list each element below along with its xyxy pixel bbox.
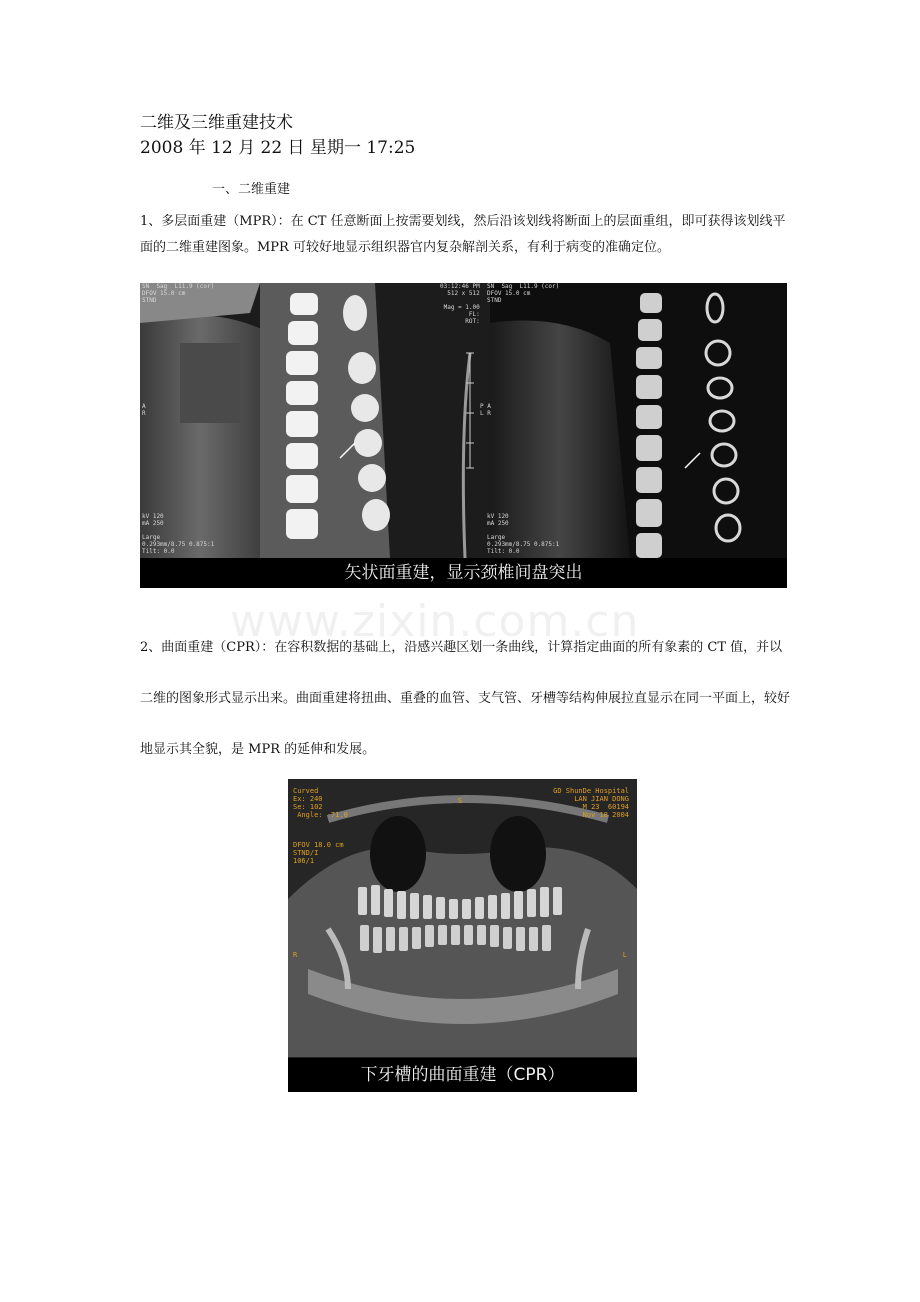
watermark: www.zixin.com.cn xyxy=(230,596,640,647)
cpr-superior-marker: S xyxy=(458,797,463,805)
document-datetime: 2008 年 12 月 22 日 星期一 17:25 xyxy=(140,138,416,158)
cpr-figure xyxy=(288,779,637,1092)
paragraph-cpr: 2、曲面重建（CPR）：在容积数据的基础上，沿感兴趣区划一条曲线，计算指定曲面的所有象素的 CT 值，并以二维的图象形式显示出来。曲面重建将扭曲、重叠的血管、支气管、牙槽等结构伸展拉直显示在同一平面上，较好地显示其全貌，是 MPR 的延伸和发展。 xyxy=(140,640,791,757)
curved-ct-image xyxy=(288,779,637,1092)
section-heading: 一、二维重建 xyxy=(212,182,291,197)
title-block xyxy=(140,111,415,161)
center-orientation-marker: P A L R xyxy=(480,403,491,417)
figure-1-caption: 矢状面重建，显示颈椎间盘突出 xyxy=(140,558,787,588)
cpr-right-marker: R xyxy=(293,951,298,959)
cpr-fov-info: DFOV 18.0 cm STND/I 106/1 xyxy=(293,841,344,865)
right-scan-params: kV 120 mA 250 Large 0.293mm/8.75 0.875:1 Tilt: 0.0 xyxy=(487,513,560,555)
cpr-left-marker: L xyxy=(622,951,627,959)
cpr-hospital-info: GD ShunDe Hospital LAN JIAN DONG M 23 60194 Nov 18 2004 xyxy=(553,787,629,819)
center-scan-info: 03:12:46 PM 512 x 512 Mag = 1.00 FL: ROT: xyxy=(440,283,480,325)
cpr-series-info: Curved Ex: 240 Se: 102 Angle: -71.0 xyxy=(293,787,348,819)
document-title: 二维及三维重建技术 xyxy=(140,113,293,133)
left-scan-params: kV 120 mA 250 Large 0.293mm/8.75 0.875:1 Tilt: 0.0 xyxy=(142,513,215,555)
sagittal-ct-image xyxy=(140,283,787,588)
left-scan-header: SN Sag L11.9 (cor) DFOV 15.0 cm STND xyxy=(142,283,215,304)
left-orientation-marker: A R xyxy=(142,403,146,417)
figure-2-caption: 下牙槽的曲面重建（CPR） xyxy=(288,1057,637,1092)
paragraph-mpr: 1、多层面重建（MPR）：在 CT 任意断面上按需要划线，然后沿该划线将断面上的层面重组，即可获得该划线平面的二维重建图象。MPR 可较好地显示组织器官内复杂解剖关系，有利于病变的准确定位。 xyxy=(140,214,786,255)
mpr-figure xyxy=(140,283,787,588)
right-scan-header: SN Sag L11.9 (cor) DFOV 15.0 cm STND xyxy=(487,283,560,304)
